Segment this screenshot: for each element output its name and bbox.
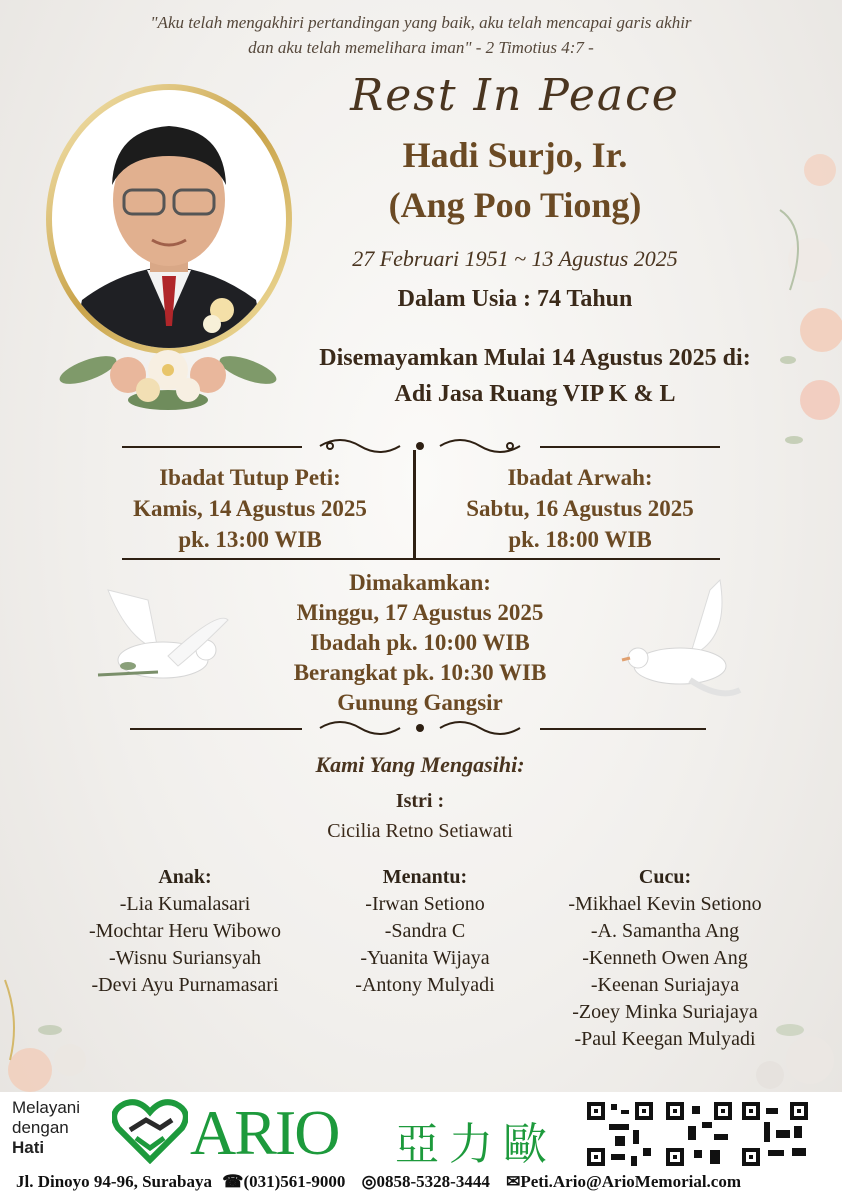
dove-icon	[88, 580, 238, 700]
list-item: -Zoey Minka Suriajaya	[572, 1001, 758, 1023]
flower-bouquet-icon	[48, 330, 288, 422]
list-item: -Paul Keegan Mulyadi	[574, 1028, 756, 1050]
phone-icon: ☎	[222, 1172, 244, 1191]
wife-name: Cicilia Retno Setiawati	[327, 820, 513, 842]
bible-verse	[40, 10, 802, 60]
in-laws-list	[325, 864, 525, 999]
list-item: -Devi Ayu Purnamasari	[91, 974, 279, 996]
ornament-divider-top-icon	[300, 434, 540, 458]
age-at-death: Dalam Usia : 74 Tahun	[397, 286, 633, 312]
list-item: -Yuanita Wijaya	[360, 947, 490, 969]
mail-icon: ✉	[506, 1172, 521, 1191]
service-memorial	[425, 462, 735, 555]
verse-line-2: dan aku telah memelihara iman" - 2 Timotius 4:7 -	[248, 38, 594, 57]
contact-bar	[0, 1172, 842, 1192]
slogan-line-1: Melayani	[12, 1098, 81, 1117]
ornament-divider-bottom-icon	[300, 716, 540, 740]
grandchildren-list	[535, 864, 795, 1053]
address: Jl. Dinoyo 94-96, Surabaya	[16, 1172, 212, 1191]
divider-line	[540, 446, 720, 448]
deceased-name: Hadi Surjo, Ir.	[402, 135, 628, 175]
burial-worship-time: Ibadah pk. 10:00 WIB	[310, 630, 530, 655]
slogan	[12, 1098, 80, 1158]
lying-in-state-line-1: Disemayamkan Mulai 14 Agustus 2025 di:	[319, 345, 751, 371]
burial-date: Minggu, 17 Agustus 2025	[296, 600, 544, 625]
burial-depart-time: Berangkat pk. 10:30 WIB	[293, 660, 547, 685]
children-label: Anak:	[158, 866, 212, 888]
burial-title: Dimakamkan:	[349, 570, 491, 595]
rest-in-peace-title: Rest In Peace	[350, 70, 680, 121]
children-list	[50, 864, 320, 999]
verse-line-1: "Aku telah mengakhiri pertandingan yang baik, aku telah mencapai garis akhir	[150, 13, 692, 32]
slogan-line-3: Hati	[12, 1138, 45, 1157]
service-memorial-date: Sabtu, 16 Agustus 2025	[466, 496, 694, 521]
whatsapp-icon: ◎	[361, 1172, 377, 1191]
divider-line	[130, 728, 302, 730]
qr-code-icon	[585, 1100, 655, 1168]
flower-decoration-right-icon	[770, 110, 842, 470]
burial-info	[220, 568, 620, 718]
lying-in-state-line-2: Adi Jasa Ruang VIP K & L	[394, 381, 676, 407]
service-memorial-title: Ibadat Arwah:	[507, 465, 653, 490]
vertical-divider	[413, 450, 416, 560]
slogan-line-2: dengan	[12, 1118, 69, 1137]
whatsapp-number[interactable]: 0858-5328-3444	[376, 1172, 490, 1191]
portrait-photo	[52, 90, 286, 348]
list-item: -Sandra C	[384, 920, 466, 942]
list-item: -Wisnu Suriansyah	[109, 947, 261, 969]
dove-icon	[620, 570, 760, 710]
grandchildren-label: Cucu:	[638, 866, 692, 888]
service-closing-title: Ibadat Tutup Peti:	[159, 465, 341, 490]
life-dates: 27 Februari 1951 ~ 13 Agustus 2025	[352, 246, 678, 271]
list-item: -Keenan Suriajaya	[590, 974, 740, 996]
divider-line	[122, 558, 720, 560]
divider-line	[540, 728, 706, 730]
list-item: -Antony Mulyadi	[355, 974, 495, 996]
divider-line	[122, 446, 302, 448]
service-closing-date: Kamis, 14 Agustus 2025	[133, 496, 367, 521]
list-item: -Lia Kumalasari	[119, 893, 251, 915]
brand-logo: ARIO	[190, 1097, 339, 1168]
brand-chinese: 亞力歐	[395, 1119, 557, 1170]
list-item: -A. Samantha Ang	[590, 920, 740, 942]
list-item: -Kenneth Owen Ang	[582, 947, 748, 969]
phone-number[interactable]: (031)561-9000	[243, 1172, 346, 1191]
list-item: -Mikhael Kevin Setiono	[568, 893, 762, 915]
handshake-heart-icon	[112, 1098, 188, 1164]
service-closing-casket	[100, 462, 400, 555]
qr-code-icon	[740, 1100, 810, 1168]
wife-label: Istri :	[395, 790, 445, 812]
list-item: -Mochtar Heru Wibowo	[88, 920, 282, 942]
service-closing-time: pk. 13:00 WIB	[178, 527, 322, 552]
deceased-chinese-name: (Ang Poo Tiong)	[388, 185, 642, 225]
burial-place: Gunung Gangsir	[337, 690, 503, 715]
list-item: -Irwan Setiono	[365, 893, 485, 915]
lying-in-state	[290, 340, 780, 412]
qr-code-icon	[664, 1100, 734, 1168]
service-memorial-time: pk. 18:00 WIB	[508, 527, 652, 552]
in-laws-label: Menantu:	[382, 866, 468, 888]
family-heading: Kami Yang Mengasihi:	[315, 752, 525, 777]
email-website[interactable]: Peti.Ario@ArioMemorial.com	[520, 1172, 742, 1191]
